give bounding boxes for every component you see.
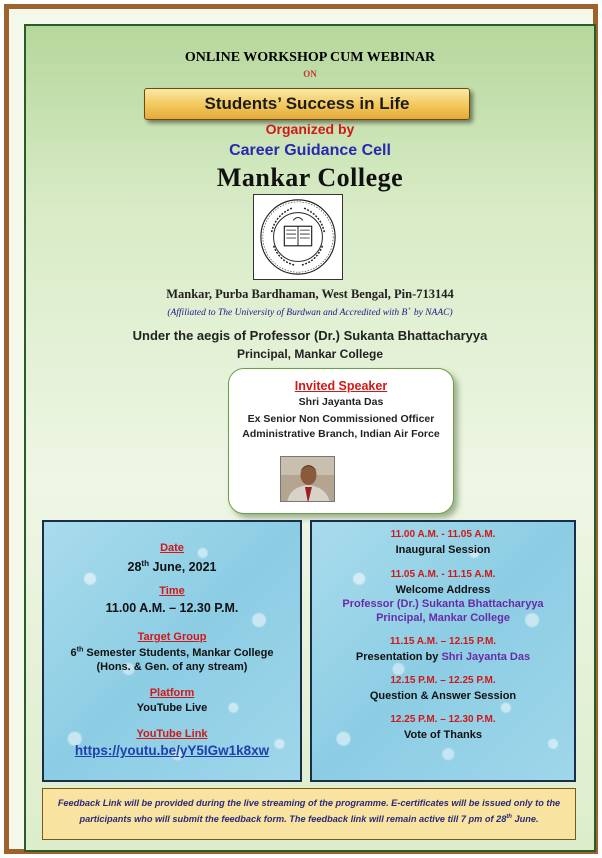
poster-frame (4, 4, 598, 854)
platform-label: Platform (149, 687, 195, 699)
schedule-speaker: Professor (Dr.) Sukanta Bhattacharyya (342, 598, 544, 610)
schedule-time: 12.15 P.M. – 12.25 P.M. (390, 675, 496, 686)
schedule-desc: Question & Answer Session (369, 690, 517, 702)
principal-line: Principal, Mankar College (236, 347, 384, 361)
college-seal-icon (254, 195, 342, 279)
time-label: Time (159, 585, 185, 597)
schedule-time: 12.25 P.M. – 12.30 P.M. (390, 714, 496, 725)
speaker-name: Shri Jayanta Das (298, 396, 384, 408)
schedule-desc: Inaugural Session (395, 544, 491, 556)
platform-value: YouTube Live (136, 702, 208, 714)
aegis-line: Under the aegis of Professor (Dr.) Sukanta Bhattacharyya (132, 328, 488, 343)
schedule-desc: Vote of Thanks (403, 729, 483, 741)
target-group-line2: (Hons. & Gen. of any stream) (96, 661, 248, 673)
time-value: 11.00 A.M. – 12.30 P.M. (105, 601, 239, 615)
schedule-desc: Welcome Address (395, 584, 491, 596)
organized-by-label: Organized by (265, 121, 355, 137)
schedule-speaker-role: Principal, Mankar College (376, 612, 510, 624)
speaker-card (228, 368, 454, 514)
event-details-panel (42, 520, 302, 782)
organizer-cell: Career Guidance Cell (229, 142, 391, 159)
schedule-time: 11.00 A.M. - 11.05 A.M. (390, 529, 496, 540)
speaker-role: Ex Senior Non Commissioned Officer Administrative Branch, Indian Air Force (242, 413, 440, 440)
speaker-photo (280, 456, 335, 502)
event-type-heading: ONLINE WORKSHOP CUM WEBINAR (184, 50, 436, 65)
poster-body (24, 24, 596, 852)
feedback-note: Feedback Link will be provided during the live streaming of the programme. E-certificates will be issued only to the participants who will submit the feedback form. The feedback link will remain active till 7 pm of 28th June. (42, 788, 576, 840)
schedule-time: 11.05 A.M. - 11.15 A.M. (390, 569, 496, 580)
affiliation-note: (Affiliated to The University of Burdwan and Accredited with B+ by NAAC) (167, 306, 453, 318)
college-name: Mankar College (216, 163, 404, 192)
schedule-item (312, 569, 574, 624)
person-photo-icon (281, 457, 335, 502)
college-address: Mankar, Purba Bardhaman, West Bengal, Pin-713144 (166, 287, 454, 301)
schedule-time: 11.15 A.M. – 12.15 P.M. (389, 636, 497, 647)
target-group-label: Target Group (137, 631, 207, 643)
event-title: Students’ Success in Life (144, 88, 470, 120)
college-logo (253, 194, 343, 280)
schedule-panel (310, 520, 576, 782)
schedule-desc: Presentation by Shri Jayanta Das (355, 651, 531, 663)
date-label: Date (160, 542, 184, 554)
date-value: 28th June, 2021 (127, 558, 217, 574)
event-on-label: ON (303, 69, 317, 79)
target-group-line1: 6th Semester Students, Mankar College (70, 645, 274, 659)
youtube-link-label: YouTube Link (136, 728, 208, 740)
schedule-item (312, 675, 574, 702)
schedule-item (312, 714, 574, 741)
speaker-heading: Invited Speaker (294, 379, 388, 393)
youtube-link[interactable]: https://youtu.be/yY5IGw1k8xw (74, 743, 270, 758)
schedule-item (312, 529, 574, 556)
schedule-item (312, 636, 574, 663)
